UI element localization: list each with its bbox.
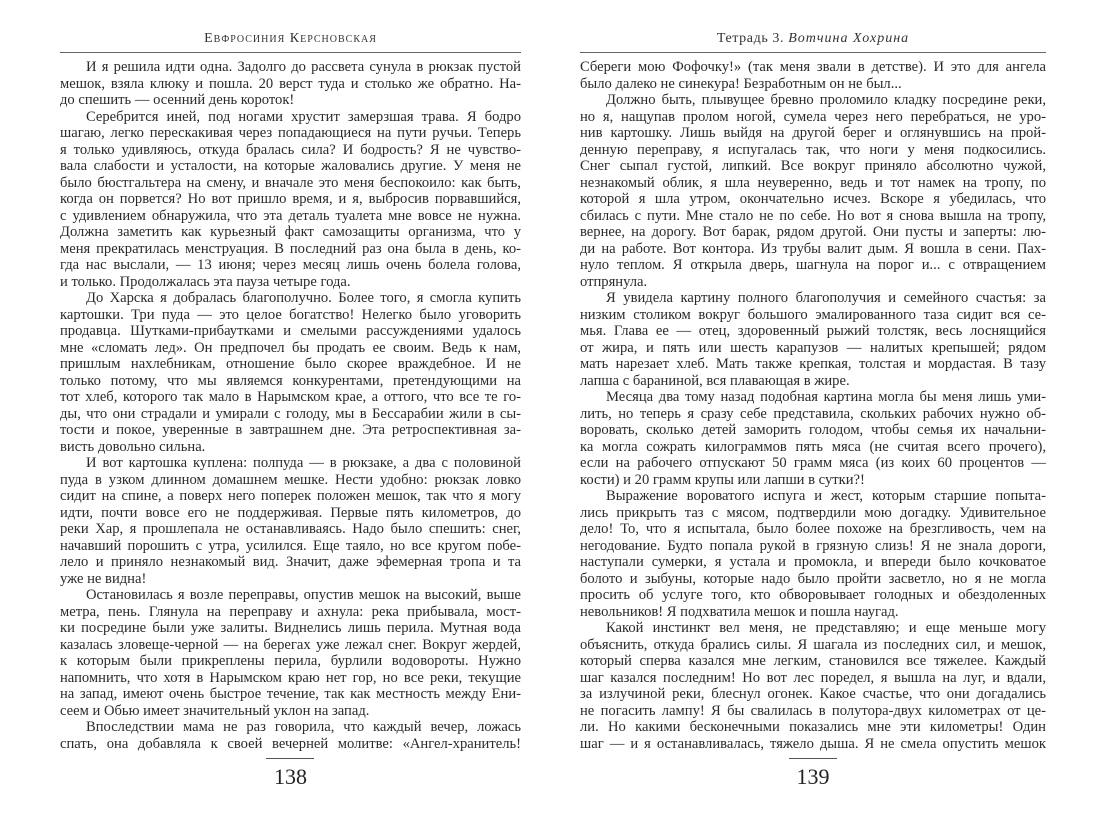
text-line: лить, но теперь я сразу себе представила, скольких рабочих нужно об- <box>580 405 1046 422</box>
folio-rule <box>789 758 837 759</box>
paragraph <box>60 455 521 587</box>
text-line: которой я шла утром, окончательно исчез. Вскоре я убедилась, что <box>580 191 1046 207</box>
left-page <box>60 0 521 825</box>
paragraph <box>580 92 1046 290</box>
text-line: До Харска я добралась благополучно. Более того, я смогла купить <box>86 290 521 306</box>
text-line: объяснить, откуда брались силы. Я шагала из последних сил, и мешок, <box>580 636 1046 653</box>
paragraph <box>60 109 521 291</box>
text-line: на запад, имеют очень быстрое течение, так как местность между Ени- <box>60 686 521 702</box>
text-line: нуло теплом. Я открыла дверь, шагнула на порог и... с отвращением <box>580 257 1046 273</box>
text-line: Выражение вороватого испуга и жест, которым старшие попыта- <box>606 488 1046 504</box>
right-page <box>580 0 1046 825</box>
text-line: ка могла сожрать килограммов пять мяса (не считая всего прочего), <box>580 438 1046 455</box>
text-line: шагаю, легко перескакивая через попадающиеся на пути ручьи. Теперь <box>60 125 521 141</box>
text-line: наступали сумерки, я устала и промокла, и впереди было кочковатое <box>580 554 1046 570</box>
text-line: низким столиком вокруг большого эмалированного таза сидит вся се- <box>580 306 1046 323</box>
text-line: реки Хар, я прошлепала не останавливаясь. Надо было спешить: снег, <box>60 521 521 537</box>
text-line: тости и покое, уверенные в завтрашнем дне. Эта ретроспективная за- <box>60 422 521 438</box>
text-line: от жира, и пять или шесть карапузов — налитых крепышей; рядом <box>580 339 1046 356</box>
text-line: мать нарезает хлеб. Мать также крепкая, толстая и мордастая. В тазу <box>580 356 1046 372</box>
text-line: если на рабочего отпускают 50 грамм мяса (из коих 60 процентов — <box>580 455 1046 471</box>
text-line: пуда в узком длинном домашнем мешке. Нести удобно: рюкзак ловко <box>60 471 521 488</box>
right-page-body-text <box>580 59 1046 752</box>
text-line: с удивлением обнаружила, что эта деталь туалета мне вовсе не нужна. <box>60 207 521 224</box>
text-line: мья. Глава ее — отец, здоровенный рыжий толстяк, весь лоснящийся <box>580 323 1046 339</box>
text-line: Впоследствии мама не раз говорила, что каждый вечер, ложась <box>86 719 521 735</box>
text-line: сидит на спине, а поверх него поперек положен мешок, так что я могу <box>60 488 521 504</box>
text-line: дело! То, что я испытала, было более похоже на брезгливость, чем на <box>580 521 1046 537</box>
text-line: просить об услуге того, кто обворовывает голодных и обездоленных <box>580 587 1046 603</box>
text-line: Должна заметить как курьезный факт самозащиты организма, что у <box>60 224 521 240</box>
text-line: болото и зыбуны, которые надо было пройти засветло, но я не могла <box>580 570 1046 587</box>
text-line: начавший порошить с утра, усилился. Еще таяло, но все кругом побе- <box>60 537 521 554</box>
paragraph <box>580 59 1046 92</box>
text-line: ли. Но какими бесконечными показались мне эти километры! Один <box>580 719 1046 735</box>
paragraph <box>60 587 521 719</box>
header-rule <box>580 52 1046 53</box>
text-line: было далеко не синекура! Безработным он не был... <box>580 75 902 92</box>
text-line: я только удивляюсь, откуда бралась сила? И бодрость? Я не чувство- <box>60 141 521 158</box>
text-line: Должно быть, плывущее бревно проломило кладку посредине реки, <box>606 92 1046 108</box>
text-line: картошки. Три пуда — это целое богатство! Нелегко было уговорить <box>60 306 521 323</box>
text-line: только потому, что мы являемся конкурентами, претендующими на <box>60 372 521 389</box>
text-line: Какой инстинкт вел меня, не представляю; и еще меньше могу <box>606 620 1046 636</box>
text-line: лело и приняло незнакомый вид. Значит, даже эфемерная тропа и та <box>60 554 521 570</box>
running-head-chapter <box>580 31 1046 47</box>
text-line: И я решила идти одна. Задолго до рассвета сунула в рюкзак пустой <box>86 59 521 75</box>
text-line: И вот картошка куплена: полпуда — в рюкзаке, а два с половиной <box>86 455 521 471</box>
paragraph <box>580 389 1046 488</box>
text-line: вала слабости и усталости, на которые жаловались другие. У меня не <box>60 158 521 174</box>
chapter-label: Тетрадь 3. <box>716 31 789 46</box>
text-line: Серебрится иней, под ногами хрустит замерзшая трава. Я бодро <box>86 108 521 125</box>
text-line: казалась зловеще-черной — на берегах уже лежал снег. Вокруг жердей, <box>60 636 521 653</box>
text-line: не погасить лампу! Я бы свалилась в полутора-двух километрах от це- <box>580 702 1046 719</box>
text-line: который сперва казался мне легким, становился все тяжелее. Каждый <box>580 653 1046 669</box>
text-line: денную переправу, я испугалась так, что ноги у меня подкосились. <box>580 141 1046 158</box>
chapter-title: Вотчина Хохрина <box>788 31 910 46</box>
header-rule <box>60 52 521 53</box>
text-line: метра, пень. Глянула на переправу и ахнула: река прибывала, мост- <box>60 603 521 620</box>
paragraph <box>60 59 521 109</box>
paragraph <box>580 488 1046 620</box>
page-number: 138 <box>274 764 307 789</box>
text-line: но я, нащупав пролом ногой, сумела через него перебраться, не уро- <box>580 108 1046 125</box>
text-line: отпрянула. <box>580 273 648 290</box>
paragraph <box>60 719 521 752</box>
text-line: ки посредине были уже залиты. Виднелись лишь перила. Мутная вода <box>60 620 521 636</box>
text-line: кости) и 20 грамм крупы или лапши в сутки?! <box>580 471 865 488</box>
text-line: пришлым нахлебникам, отношение было скорее враждебное. И не <box>60 356 521 372</box>
text-line: невольников! Я подхватила мешок и пошла наугад. <box>580 603 899 620</box>
paragraph <box>60 290 521 455</box>
page-number: 139 <box>796 764 830 789</box>
text-line: воровать, сколько детей заморить голодом, чтобы семья их начальни- <box>580 422 1046 438</box>
text-line: ды, что они страдали и умирали с голоду, мы в Бессарабии жили в сы- <box>60 405 521 422</box>
paragraph <box>580 620 1046 752</box>
text-line: лапша с бараниной, вся плавающая в жире. <box>580 372 850 389</box>
text-line: Я увидела картину полного благополучия и семейного счастья: за <box>606 290 1046 306</box>
text-line: Месяца два тому назад подобная картина могла бы меня лишь уми- <box>606 389 1046 405</box>
text-line: нив картошку. Лишь выйдя на другой берег и оглянувшись на прой- <box>580 125 1046 141</box>
author-name: Евфросиния Керсновская <box>204 31 377 46</box>
text-line: висть довольно сильна. <box>60 438 206 455</box>
text-line: мне «сломать лед». Он предпочел бы продать ее своим. Ведь к нам, <box>60 339 521 356</box>
text-line: негодование. Будто попала рукой в грязную слизь! Я не знала дороги, <box>580 537 1046 554</box>
text-line: Снег сыпал густой, липкий. Все вокруг приняло абсолютно чужой, <box>580 158 1046 174</box>
text-line: было бюстгальтера на смену, и вначале это меня беспокоило: как быть, <box>60 174 521 191</box>
text-line: шаг казался последним! Но вот лес поредел, я вышла на луг, и вдали, <box>580 669 1046 686</box>
text-line: когда он порвется? Но вот пришло время, и я, выбросив порвавшийся, <box>60 191 521 207</box>
text-line: идти, почти вовсе его не поддерживая. Первые пять километров, до <box>60 504 521 521</box>
running-head-author <box>60 31 521 47</box>
text-line: сбилась с пути. Мне стало не по себе. Но вот я снова вышла на тропу, <box>580 207 1046 224</box>
folio-rule <box>266 758 314 759</box>
text-line: спать, она добавляла к своей вечерней молитве: «Ангел-хранитель! <box>60 735 521 752</box>
text-line: Сбереги мою Фофочку!» (так меня звали в детстве). И это для ангела <box>580 59 1046 75</box>
text-line: незнакомый облик, я шла неуверенно, ведь и тот намек на тропу, по <box>580 174 1046 191</box>
text-line: гда нас выслали, — 13 июня; через месяц лишь очень болела голова, <box>60 257 521 273</box>
text-line: продавца. Шутками-прибаутками и смелыми рассуждениями удалось <box>60 323 521 339</box>
text-line: лись прикрыть таз с мясом, подтвердили мою догадку. Удивительное <box>580 504 1046 521</box>
text-line: уже не видна! <box>60 570 147 587</box>
text-line: к которым были прикреплены перила, бурлили водовороты. Нужно <box>60 653 521 669</box>
text-line: меня прекратилась менструация. В последний раз она была в день, ко- <box>60 240 521 257</box>
text-line: за излучиной реки, блеснул огонек. Какое счастье, что они догадались <box>580 686 1046 702</box>
paragraph <box>580 290 1046 389</box>
text-line: Остановилась я возле переправы, опустив мешок на высокий, выше <box>86 587 521 603</box>
text-line: и только. Продолжалась эта пауза четыре года. <box>60 273 351 290</box>
text-line: ди на работе. Вот контора. Из трубы валит дым. Я вошла в сени. Пах- <box>580 240 1046 257</box>
text-line: шаг — и я останавливалась, тяжело дыша. Я не смела опустить мешок <box>580 735 1046 752</box>
text-line: до спешить — осенний день короток! <box>60 92 295 108</box>
text-line: мешок, взяла клюку и пошла. 20 верст туда и столько же обратно. На- <box>60 75 521 92</box>
text-line: сеем и Обью имеет значительный уклон на запад. <box>60 702 370 719</box>
text-line: напомнить, что хотя в Нарымском краю нет гор, но все реки, текущие <box>60 669 521 686</box>
text-line: вернее, на дорогу. Вот барак, рядом другой. Они пусты и заперты: лю- <box>580 224 1046 240</box>
text-line: тот хлеб, которого так мало в Нарымском крае, а оттого, что все те го- <box>60 389 521 405</box>
left-page-body-text <box>60 59 521 752</box>
